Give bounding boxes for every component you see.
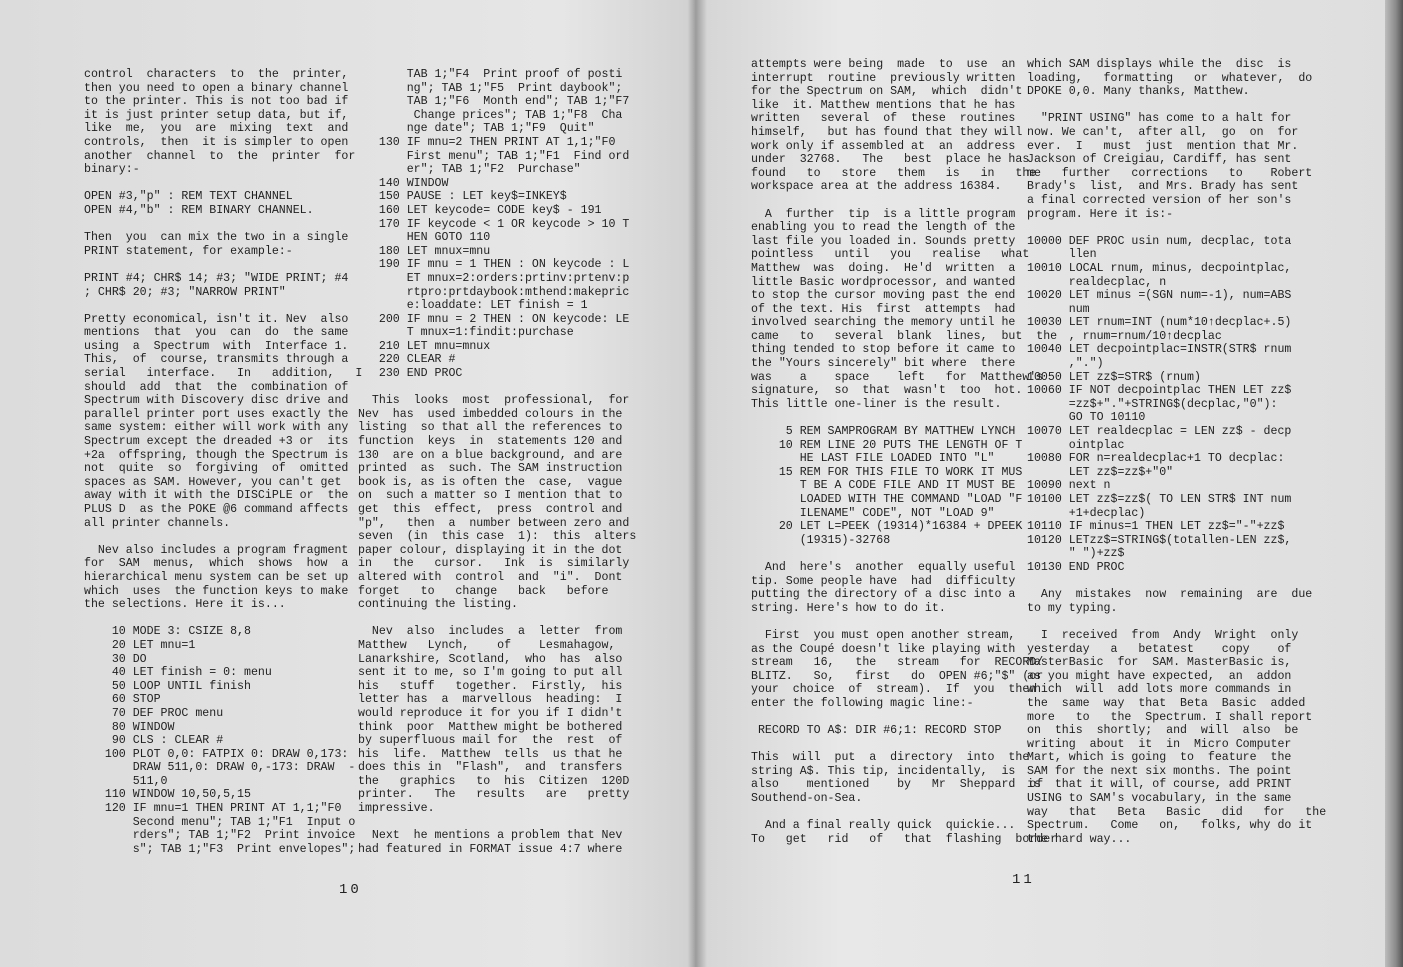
- paragraph: First you must open another stream, as the Coupé doesn't like playing with stream 16, the stream for RECORD/ BLITZ. So, first do OPEN #6;"$" (or your choice of stream). If you then enter the following magic line:-: [751, 628, 1044, 710]
- left-column-1: [84, 68, 363, 870]
- right-page: [692, 0, 1385, 967]
- paragraph: "PRINT USING" has come to a halt for now. We can't, after all, go on for ever. I must just mention that Mr. Jackson of Creigiau, Cardiff, has sent me further corrections to Robert Brady's list, and Mrs. Brady has sent a final corrected version of her son's program. Here it is:-: [1027, 112, 1313, 221]
- paragraph: A further tip is a little program enabling you to read the length of the last file you loaded in. Sounds pretty pointless until you realise what Matthew was doing. He'd written a little Basic wordprocessor, and wanted to stop the cursor moving past the end of the text. His first attempts had involved searching the memory until he came to several blank lines, but the thing tended to stop before it came to the "Yours sincerely" bit where there was a space left for Matthew's signature, so that wasn't too hot. This little one-liner is the result.: [751, 207, 1058, 411]
- code-block: RECORD TO A$: DIR #6;1: RECORD STOP: [751, 724, 1002, 738]
- code-listing: 10 MODE 3: CSIZE 8,8 20 LET mnu=1 30 DO 40 LET finish = 0: menu 50 LOOP UNTIL finish 60 STOP 70 DEF PROC menu 80 WINDOW 90 CLS : CLEAR # 100 PLOT 0,0: FATPIX 0: DRAW 0,173: DRAW 511,0: DRAW 0,-173: DRAW - 511,0 110 WINDOW 10,50,5,15 120 IF mnu=1 THEN PRINT AT 1,1;"F0 Second menu"; TAB 1;"F1 Input o rders"; TAB 1;"F2 Print invoice s"; TAB 1;"F3 Print envelopes";: [104, 625, 356, 856]
- paragraph: Pretty economical, isn't it. Nev also mentions that you can do the same using a Spectrum with Interface 1. This, of course, transmits through a serial interface. In addition, I should add that the combination of Spectrum with Discovery disc drive and parallel printer port uses exactly the same system: either will work with any Spectrum except the dreaded +3 or its +2a offspring, though the Spectrum is not quite so forgiving of omitted spaces as SAM. However, you can't get away with it with the DISCiPLE or the PLUS D as the POKE @6 command affects all printer channels.: [84, 312, 363, 530]
- code-block: OPEN #3,"p" : REM TEXT CHANNEL OPEN #4,"b" : REM BINARY CHANNEL.: [84, 190, 314, 217]
- paragraph: Next he mentions a problem that Nev had featured in FORMAT issue 4:7 where: [358, 829, 623, 856]
- left-page: [0, 0, 692, 967]
- code-listing: 5 REM SAMPROGRAM BY MATTHEW LYNCH 10 REM LINE 20 PUTS THE LENGTH OF T HE LAST FILE LOADED INTO "L" 15 REM FOR THIS FILE TO WORK IT MUS T BE A CODE FILE AND IT MUST BE LOADED WITH THE COMMAND "LOAD "F ILENAME" CODE", NOT "LOAD 9" 20 LET L=PEEK (19314)*16384 + DPEEK (19315)-32768: [778, 425, 1023, 547]
- right-column-2: [1027, 58, 1327, 860]
- page-number: 11: [1012, 872, 1035, 888]
- paragraph: Nev also includes a letter from Matthew Lynch, of Lesmahagow, Lanarkshire, Scotland, who has also sent it to me, so I'm going to put all his stuff together. Firstly, his letter has a marvellous heading: I would reproduce it for you if I didn't think poor Matthew might be bothered by superfluous mail for the rest of his life. Matthew tells us that he does this in "Flash", and transfers the graphics to his Citizen 120D printer. The results are pretty impressive.: [358, 625, 630, 816]
- code-listing: TAB 1;"F4 Print proof of posti ng"; TAB 1;"F5 Print daybook"; TAB 1;"F6 Month end"; TAB 1;"F7 Change prices"; TAB 1;"F8 Cha nge date"; TAB 1;"F9 Quit" 130 IF mnu=2 THEN PRINT AT 1,1;"F0 First menu"; TAB 1;"F1 Find ord er"; TAB 1;"F2 Purchase" 140 WINDOW 150 PAUSE : LET key$=INKEY$ 160 LET keycode= CODE key$ - 191 170 IF keycode < 1 OR keycode > 10 T HEN GOTO 110 180 LET mnux=mnu 190 IF mnu = 1 THEN : ON keycode : L ET mnux=2:orders:prtinv:prtenv:p rtpro:prtdaybook:mthend:makepric e:loaddate: LET finish = 1 200 IF mnu = 2 THEN : ON keycode: LE T mnux=1:findit:purchase 210 LET mnu=mnux 220 CLEAR # 230 END PROC: [378, 68, 630, 381]
- paragraph: This will put a directory into the string A$. This tip, incidentally, is also mentioned by Mr Sheppard of Southend-on-Sea.: [751, 751, 1044, 806]
- code-listing: 10000 DEF PROC usin num, decplac, tota llen 10010 LOCAL rnum, minus, decpointplac, realdecplac, n 10020 LET minus =(SGN num=-1), num=ABS num 10030 LET rnum=INT (num*10↑decplac+.5) , rnum=rnum/10↑decplac 10040 LET decpointplac=INSTR(STR$ rnum ,".") 10050 LET zz$=STR$ (rnum) 10060 IF NOT decpointplac THEN LET zz$ =zz$+"."+STRING$(decplac,"0"): GO TO 10110 10070 LET realdecplac = LEN zz$ - decp ointplac 10080 FOR n=realdecplac+1 TO decplac: LET zz$=zz$+"0" 10090 next n 10100 LET zz$=zz$( TO LEN STR$ INT num +1+decplac) 10110 IF minus=1 THEN LET zz$="-"+zz$ 10120 LETzz$=STRING$(totallen-LEN zz$, " ")+zz$ 10130 END PROC: [1027, 234, 1292, 574]
- code-block: PRINT #4; CHR$ 14; #3; "WIDE PRINT; #4 ; CHR$ 20; #3; "NARROW PRINT": [84, 271, 349, 299]
- left-column-2: [358, 68, 637, 870]
- paragraph: And a final really quick quickie... To get rid of that flashing border: [751, 819, 1058, 846]
- page-edge: [1385, 0, 1403, 967]
- paragraph: Any mistakes now remaining are due to my typing.: [1027, 588, 1313, 615]
- paragraph: And here's another equally useful tip. Some people have had difficulty putting the directory of a disc into a string. Here's how to do it.: [751, 560, 1016, 615]
- paragraph: This looks most professional, for Nev has used imbedded colours in the listing so that all the references to function keys in statements 120 and 130 are on a blue background, and are printed as such. The SAM instruction book is, as is often the case, vague on such a matter so I mention that to get this effect, press control and "p", then a number between zero and seven (in this case 1): this alters paper colour, displaying it in the dot in the cursor. Ink is similarly altered with control and "i". Dont forget to change back before continuing the listing.: [358, 394, 637, 612]
- paragraph: Nev also includes a program fragment for SAM menus, which shows how a hierarchical menu system can be set up which uses the function keys to make the selections. Here it is...: [84, 543, 349, 612]
- page-number: 10: [339, 882, 362, 898]
- right-column-1: [751, 58, 1058, 860]
- paragraph: I received from Andy Wright only yesterday a betatest copy of MasterBasic for SAM. MasterBasic is, as you might have expected, an addon which will add lots more commands in the same way that Beta Basic added more to the Spectrum. I shall report on this shortly; and will also be writing about it in Micro Computer Mart, which is going to feature the SAM for the next six months. The point is that it will, of course, add PRINT USING to SAM's vocabulary, in the same way that Beta Basic did for the Spectrum. Come on, folks, why do it the hard way...: [1027, 628, 1327, 846]
- paragraph: attempts were being made to use an interrupt routine previously written for the Spectrum on SAM, which didn't like it. Matthew mentions that he has written several of these routines himself, but has found that they will work only if assembled at an address under 32768. The best place he has found to store them is in the workspace area at the address 16384.: [751, 58, 1037, 194]
- paragraph: control characters to the printer, then you need to open a binary channel to the printer. This is not too bad if it is just printer setup data, but if, like me, you are mixing text and controls, then it is simpler to open another channel to the printer for binary:-: [84, 68, 356, 177]
- paragraph: Then you can mix the two in a single PRINT statement, for example:-: [84, 231, 349, 258]
- paragraph: which SAM displays while the disc is loading, formatting or whatever, do DPOKE 0,0. Many thanks, Matthew.: [1027, 58, 1313, 99]
